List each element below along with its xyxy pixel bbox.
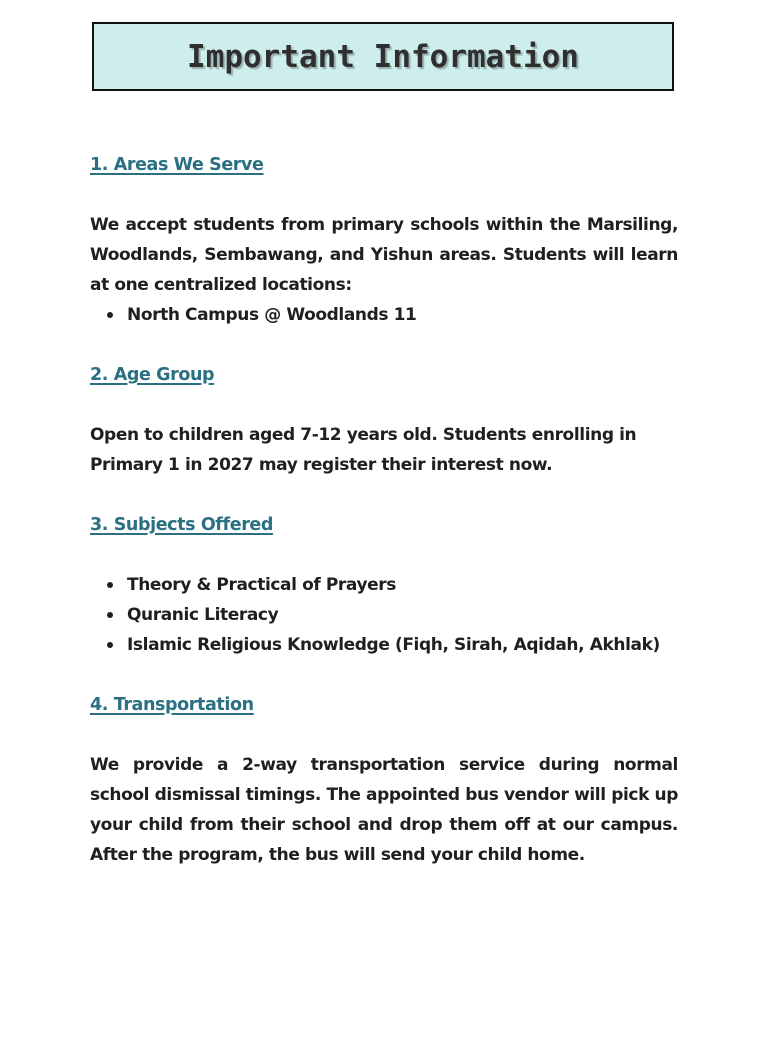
areas-paragraph: We accept students from primary schools within the Marsiling, Woodlands, Sembawang, and Yishun areas. Students will learn at one centralized locations: [90, 215, 678, 295]
section-heading-age: 2. Age Group [90, 365, 215, 385]
section-heading-areas: 1. Areas We Serve [90, 155, 264, 175]
page-title: Important Information [187, 38, 579, 75]
list-item: Islamic Religious Knowledge (Fiqh, Sirah, Aqidah, Akhlak) [127, 630, 678, 660]
age-paragraph: Open to children aged 7-12 years old. Students enrolling in Primary 1 in 2027 may register their interest now. [90, 425, 637, 475]
section-age-group [90, 360, 678, 480]
section-heading-transportation: 4. Transportation [90, 695, 254, 715]
section-transportation [90, 690, 678, 870]
campus-list [90, 300, 678, 330]
title-banner [92, 22, 674, 91]
section-subjects-offered [90, 510, 678, 660]
transportation-paragraph: We provide a 2-way transportation service during normal school dismissal timings. The appointed bus vendor will pick up your child from their school and drop them off at our campus. After the program, the bus will send your child home. [90, 755, 678, 865]
section-areas-we-serve [90, 150, 678, 330]
list-item: Quranic Literacy [127, 600, 678, 630]
list-item: Theory & Practical of Prayers [127, 570, 678, 600]
subjects-list [90, 570, 678, 660]
main-content [90, 150, 678, 870]
section-heading-subjects: 3. Subjects Offered [90, 515, 274, 535]
list-item: North Campus @ Woodlands 11 [127, 300, 678, 330]
